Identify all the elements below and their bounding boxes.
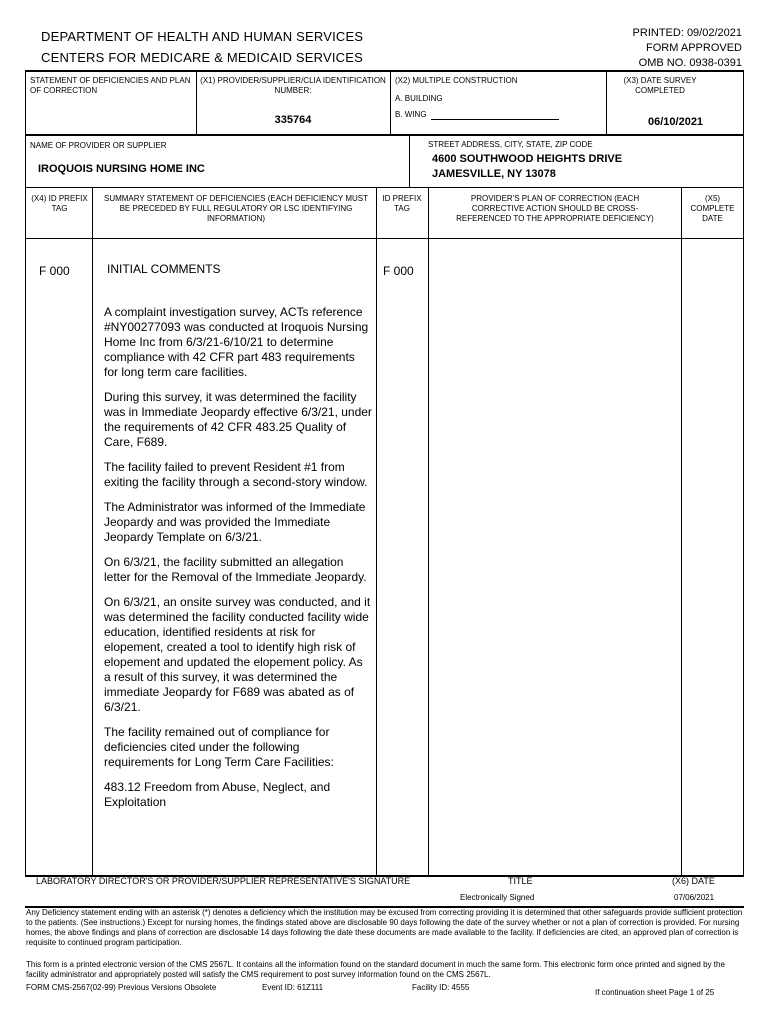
form-id: FORM CMS-2567(02-99) Previous Versions Obsolete	[26, 983, 217, 992]
provider-name: IROQUOIS NURSING HOME INC	[38, 163, 205, 175]
continuation-page: If continuation sheet Page 1 of 25	[595, 988, 715, 997]
signed-date: 07/06/2021	[674, 893, 715, 902]
entry-heading: INITIAL COMMENTS	[107, 262, 221, 276]
frame-left	[25, 70, 26, 875]
tag-right: F 000	[383, 264, 414, 278]
wing-blank-line	[431, 119, 559, 120]
x2-label: (X2) MULTIPLE CONSTRUCTION	[395, 76, 518, 85]
paragraph: During this survey, it was determined the facility was in Immediate Jeopardy effective 6/3/21, under the requirements of 42 CFR 483.25 Quality of Care, F689.	[104, 390, 372, 449]
paragraph: On 6/3/21, an onsite survey was conducted, and it was determined the facility conducted facility wide education, identified residents at risk for elopement, created a tool to identify high risk of elopement and updated the elopement policy. As a result of this survey, it was determined the immediate Jeopardy for F689 was abated as of 6/3/21.	[104, 595, 371, 714]
x1-label: (X1) PROVIDER/SUPPLIER/CLIA IDENTIFICATION NUMBER:	[200, 76, 386, 95]
col-x4-header: (X4) ID PREFIX TAG	[31, 194, 88, 213]
survey-date: 06/10/2021	[648, 116, 704, 128]
form-approved: FORM APPROVED	[646, 42, 742, 54]
printed-date: PRINTED: 09/02/2021	[632, 27, 742, 39]
col-summary-header: SUMMARY STATEMENT OF DEFICIENCIES (EACH DEFICIENCY MUST BE PRECEDED BY FULL REGULATORY OR LSC IDENTIFYING INFORMATION)	[103, 194, 369, 223]
deficiency-text	[104, 305, 372, 820]
provider-id: 335764	[274, 114, 312, 126]
footer-note-2: This form is a printed electronic version of the CMS 2567L. It contains all the information found on the standard document in much the same form. This electronic form once printed and signed by the facility administrator and appropriately posted will satisfy the CMS requirement to post survey information found on the CMS 2567L.	[26, 960, 725, 979]
event-id: Event ID: 61Z111	[262, 983, 324, 992]
paragraph: The facility failed to prevent Resident #1 from exiting the facility through a second-story window.	[104, 460, 368, 489]
tag-left: F 000	[39, 264, 70, 278]
provider-name-label: NAME OF PROVIDER OR SUPPLIER	[30, 141, 167, 150]
x2-wing: B. WING	[395, 110, 427, 119]
paragraph: A complaint investigation survey, ACTs reference #NY00277093 was conducted at Iroquois Nursing Home Inc from 6/3/21-6/10/21 to determine compliance with 42 CFR part 483 requirements for long term care facilities.	[104, 305, 369, 379]
address-label: STREET ADDRESS, CITY, STATE, ZIP CODE	[428, 140, 593, 149]
paragraph: The Administrator was informed of the Immediate Jeopardy and was provided the Immediate Jeopardy Template on 6/3/21.	[104, 500, 366, 544]
x2-building: A. BUILDING	[395, 94, 443, 103]
col-id-header: ID PREFIX TAG	[382, 194, 422, 213]
address-line-1: 4600 SOUTHWOOD HEIGHTS DRIVE	[432, 153, 623, 165]
omb-number: OMB NO. 0938-0391	[638, 57, 742, 69]
paragraph: On 6/3/21, the facility submitted an allegation letter for the Removal of the Immediate Jeopardy.	[104, 555, 367, 584]
frame-top	[25, 70, 744, 72]
footer-note-1: Any Deficiency statement ending with an asterisk (*) denotes a deficiency which the institution may be excused from correcting providing it is determined that other safeguards provide sufficient protection to the patients. (See instructions.) Except for nursing homes, the findings stated above are disclosable 90 days following the date of the survey whether or not a plan of correction is provided. For nursing homes, the above findings and plans of correction are disclosable 14 days following the date these documents are made available to the facility. If deficiencies are cited, an approved plan of correction is requisite to continued program participation.	[26, 908, 743, 947]
facility-id: Facility ID: 4555	[412, 983, 470, 992]
agency-name-1: DEPARTMENT OF HEALTH AND HUMAN SERVICES	[41, 29, 364, 44]
signature-label: LABORATORY DIRECTOR'S OR PROVIDER/SUPPLIER REPRESENTATIVE'S SIGNATURE	[36, 876, 411, 886]
title-label: TITLE	[508, 876, 533, 886]
col-plan-header: PROVIDER'S PLAN OF CORRECTION (EACH CORRECTIVE ACTION SHOULD BE CROSS-REFERENCED TO THE APPROPRIATE DEFICIENCY)	[456, 194, 654, 223]
address-line-2: JAMESVILLE, NY 13078	[432, 168, 556, 180]
signed-status: Electronically Signed	[460, 893, 535, 902]
paragraph: The facility remained out of compliance for deficiencies cited under the following requirements for Long Term Care Facilities:	[104, 725, 334, 769]
x6-label: (X6) DATE	[672, 876, 715, 886]
frame-right	[743, 70, 744, 875]
agency-name-2: CENTERS FOR MEDICARE & MEDICAID SERVICES	[41, 50, 363, 65]
paragraph: 483.12 Freedom from Abuse, Neglect, and Exploitation	[104, 780, 331, 809]
statement-label: STATEMENT OF DEFICIENCIES AND PLAN OF CORRECTION	[30, 76, 191, 95]
col-x5-header: (X5) COMPLETE DATE	[690, 194, 735, 223]
x3-label: (X3) DATE SURVEY COMPLETED	[623, 76, 697, 95]
